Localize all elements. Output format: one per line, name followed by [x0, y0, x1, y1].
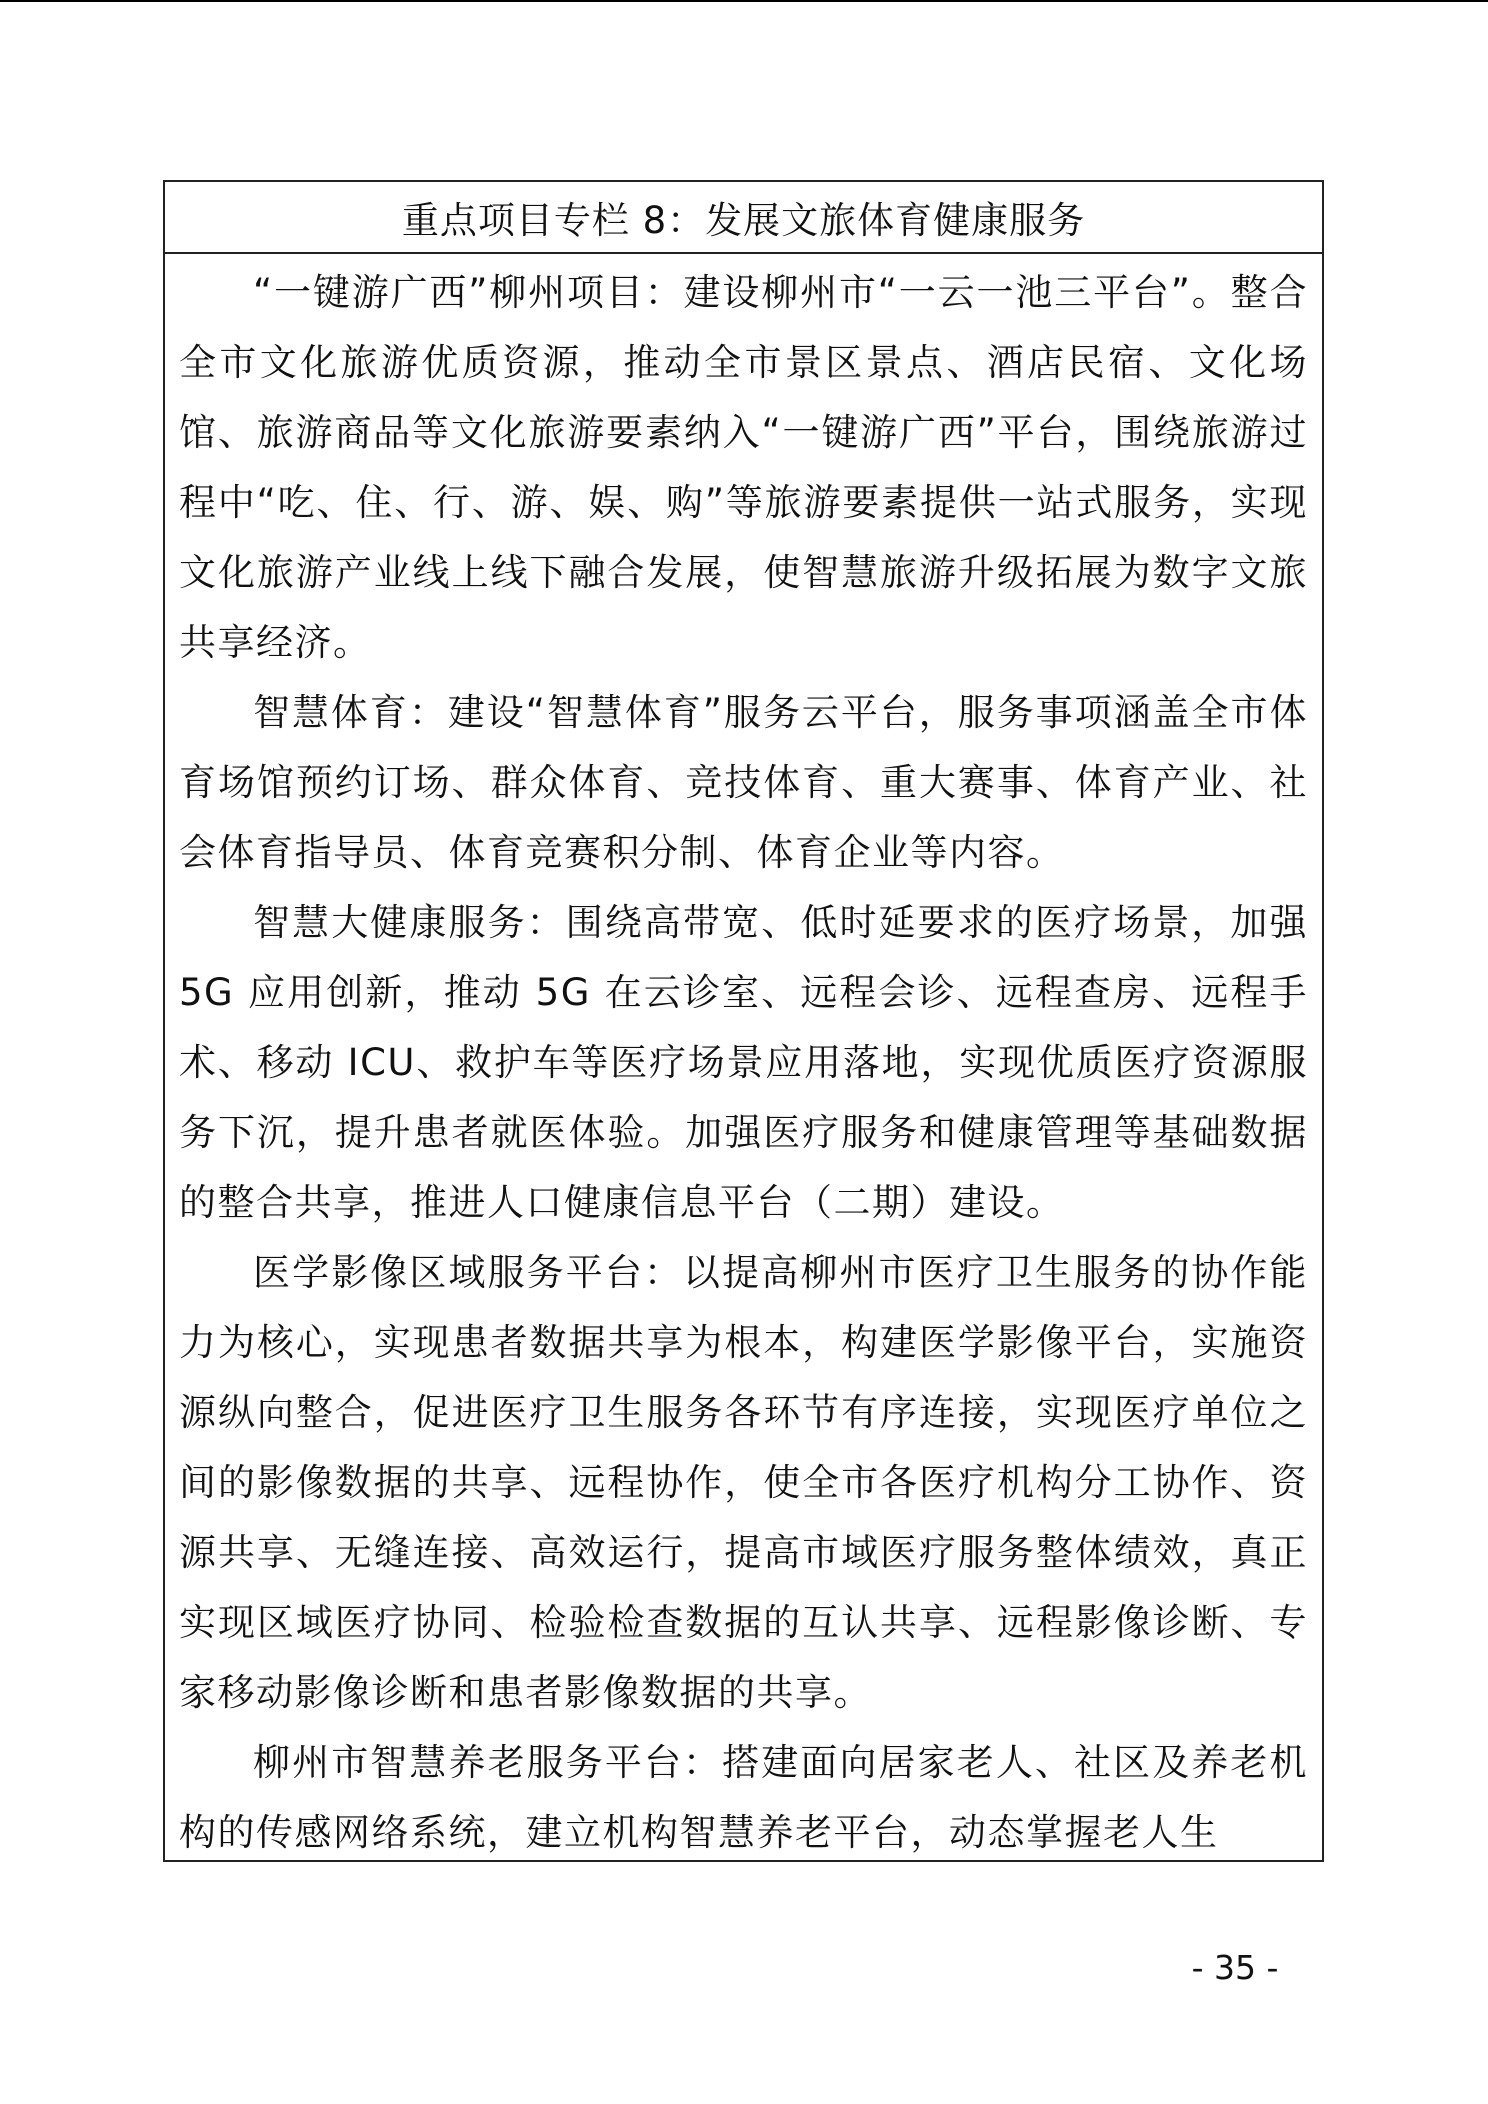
- paragraph-medical-imaging: 医学影像区域服务平台：以提高柳州市医疗卫生服务的协作能力为核心，实现患者数据共享为根本，构建医学影像平台，实施资源纵向整合，促进医疗卫生服务各环节有序连接，实现医疗单位之间的影像数据的共享、远程协作，使全市各医疗机构分工协作、资源共享、无缝连接、高效运行，提高市域医疗服务整体绩效，真正实现区域医疗协同、检验检查数据的互认共享、远程影像诊断、专家移动影像诊断和患者影像数据的共享。: [179, 1251, 1308, 1714]
- paragraph-smart-sports: 智慧体育：建设“智慧体育”服务云平台，服务事项涵盖全市体育场馆预约订场、群众体育、竞技体育、重大赛事、体育产业、社会体育指导员、体育竞赛积分制、体育企业等内容。: [179, 691, 1308, 874]
- page-top-edge: [0, 0, 1488, 2]
- page-number: - 35 -: [1191, 1948, 1279, 1987]
- paragraph-smart-health: 智慧大健康服务：围绕高带宽、低时延要求的医疗场景，加强 5G 应用创新，推动 5G 在云诊室、远程会诊、远程查房、远程手术、移动 ICU、救护车等医疗场景应用落地，实现优质医疗资源服务下沉，提升患者就医体验。加强医疗服务和健康管理等基础数据的整合共享，推进人口健康信息平台（二期）建设。: [179, 901, 1308, 1224]
- column-title: 重点项目专栏 8：发展文旅体育健康服务: [165, 182, 1322, 254]
- paragraph-guangxi-tour: “一键游广西”柳州项目：建设柳州市“一云一池三平台”。整合全市文化旅游优质资源，推动全市景区景点、酒店民宿、文化场馆、旅游商品等文化旅游要素纳入“一键游广西”平台，围绕旅游过程中“吃、住、行、游、娱、购”等旅游要素提供一站式服务，实现文化旅游产业线上线下融合发展，使智慧旅游升级拓展为数字文旅共享经济。: [179, 271, 1308, 664]
- key-project-column: [163, 180, 1324, 1862]
- paragraph-smart-elderly-care: 柳州市智慧养老服务平台：搭建面向居家老人、社区及养老机构的传感网络系统，建立机构智慧养老平台，动态掌握老人生: [179, 1741, 1308, 1854]
- column-body: [165, 254, 1322, 1868]
